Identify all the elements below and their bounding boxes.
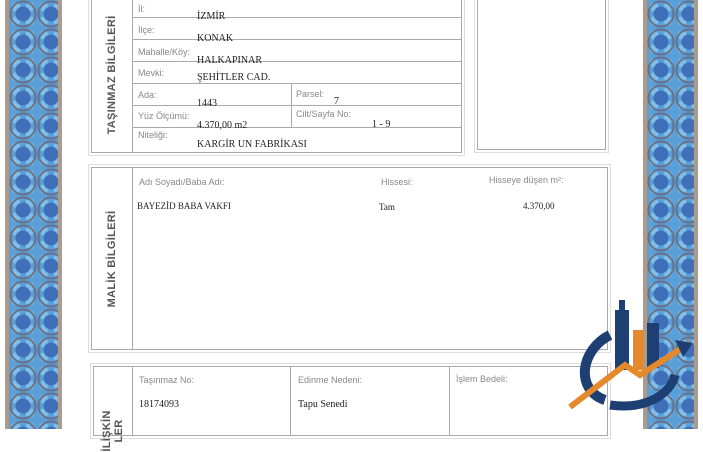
name-column-header: Adı Soyadı/Baba Adı: (139, 177, 225, 187)
yuz-olcumu-value: 4.370,00 m2 (197, 120, 248, 131)
photo-box (477, 0, 606, 150)
il-value: İZMİR (197, 11, 226, 22)
edinme-nedeni-label: Edinme Nedeni: (298, 375, 363, 385)
section-title: TAŞINMAZ BİLGİLERİ (106, 15, 118, 135)
ilce-label: İlçe: (138, 25, 155, 35)
cilt-sayfa-value: 1 - 9 (372, 119, 391, 130)
ada-label: Ada: (138, 90, 157, 100)
share-column-header: Hissesi: (381, 177, 413, 187)
parsel-value: 7 (334, 96, 339, 107)
il-label: İl: (138, 4, 146, 14)
area-column-header: Hisseye düşen m²: (489, 175, 564, 185)
parsel-label: Parsel: (296, 89, 325, 99)
cilt-sayfa-label: Cilt/Sayfa No: (296, 109, 352, 119)
ada-value: 1443 (197, 98, 217, 109)
edinme-nedeni-value: Tapu Senedi (298, 399, 348, 410)
nitelik-value: KARGİR UN FABRİKASI (197, 139, 307, 150)
mevki-value: ŞEHİTLER CAD. (197, 72, 271, 83)
mevki-label: Mevki: (138, 68, 165, 78)
mahalle-value: HALKAPINAR (197, 55, 262, 66)
owner-info-section (91, 167, 608, 350)
tasinmaz-no-label: Taşınmaz No: (139, 375, 195, 385)
yuz-olcumu-label: Yüz Ölçümü: (138, 111, 190, 121)
left-ornamental-border (5, 0, 62, 429)
owner-share: Tam (379, 202, 395, 212)
property-info-section (91, 0, 462, 153)
transaction-info-section (93, 366, 608, 452)
section-title: MALİK BİLGİLERİ (106, 210, 118, 307)
company-logo-watermark (565, 295, 695, 413)
owner-area: 4.370,00 (523, 201, 555, 211)
nitelik-label: Niteliği: (138, 130, 168, 140)
tasinmaz-no-value: 18174093 (139, 399, 179, 410)
section-title: İLİŞKİN LER (101, 410, 125, 452)
ilce-value: KONAK (197, 33, 234, 44)
mahalle-label: Mahalle/Köy: (138, 47, 191, 57)
islem-bedeli-label: İşlem Bedeli: (456, 374, 508, 384)
owner-name: BAYEZİD BABA VAKFI (137, 201, 231, 211)
